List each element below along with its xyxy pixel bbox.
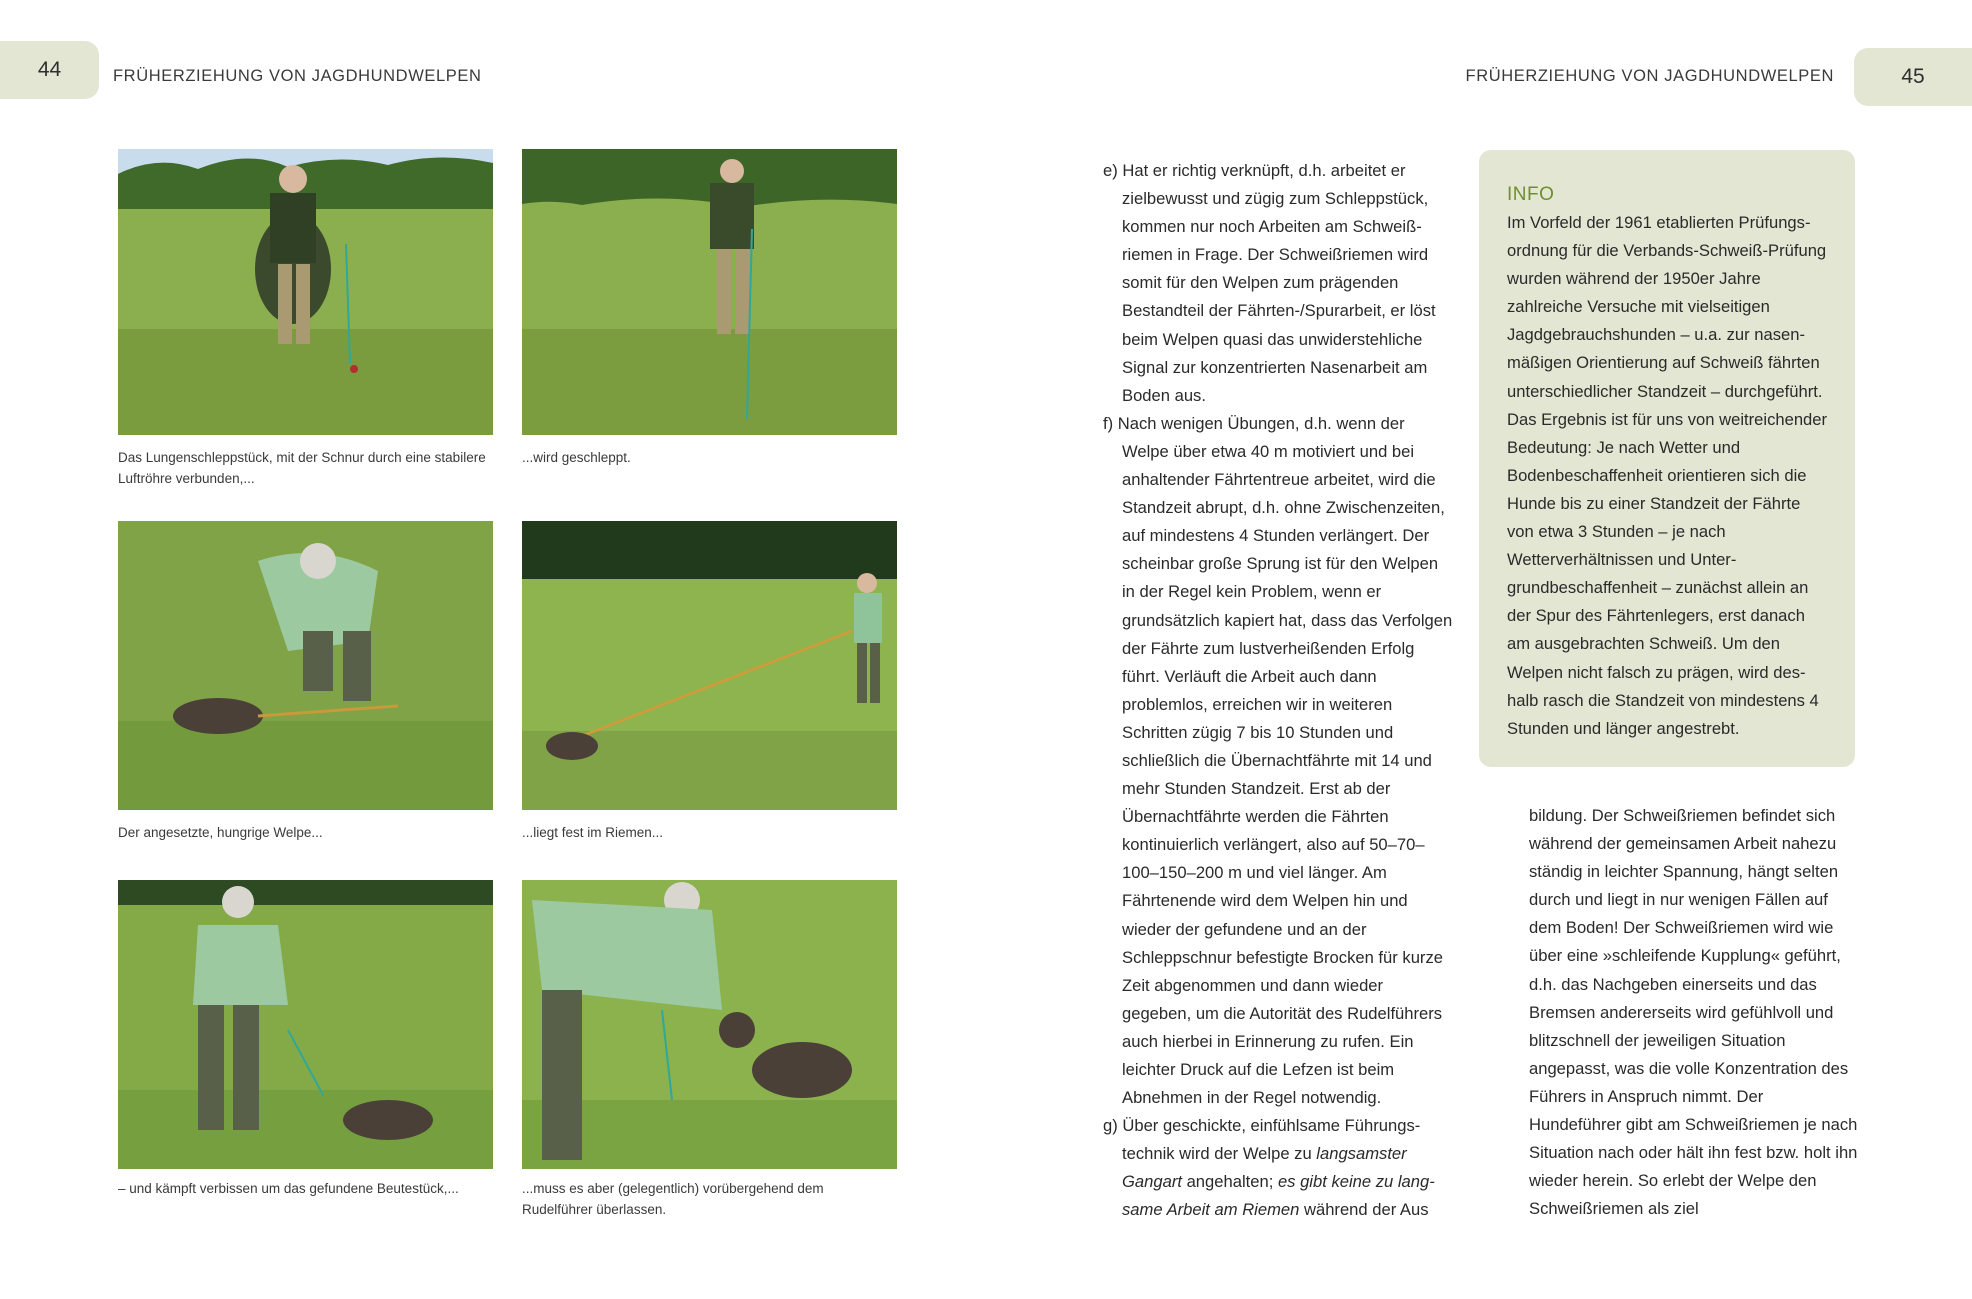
photo-5-caption: – und kämpft verbissen um das gefundene Beutestück,... (118, 1181, 459, 1196)
paragraph-e: e) Hat er richtig verknüpft, d.h. arbeitet er zielbewusst und zügig zum Schleppstück, kommen nur noch Arbeiten am Schweißriemen in Frage. Der Schweißriemen wird somit für den Welpen zum prägenden Bestandteil der Fährten-/Spurarbeit, er löst beim Welpen quasi das unwiderstehliche Signal zur konzentrierten Nasenarbeit am Boden aus. (1103, 161, 1436, 405)
photo-1 (118, 149, 493, 435)
photo-6-caption: ...muss es aber (gelegentlich) vorübergehend dem Rudelführer überlassen. (522, 1181, 824, 1217)
info-box-title: INFO (1507, 184, 1555, 205)
page-number-left: 44 (0, 41, 99, 99)
photo-6-image (522, 880, 897, 1169)
photo-2-caption: ...wird geschleppt. (522, 450, 631, 465)
photo-1-image (118, 149, 493, 435)
body-column-main (1103, 157, 1453, 1225)
photo-3-image (118, 521, 493, 810)
photo-4-caption: ...liegt fest im Riemen... (522, 825, 664, 840)
photo-2 (522, 149, 897, 435)
page-number-right: 45 (1854, 48, 1972, 106)
body-column-continued: bildung. Der Schweißriemen befindet sich während der gemeinsamen Arbeit nahezu ständig in leichter Spannung, hängt selten durch und liegt in nur wenigen Fällen auf dem Boden! Der Schweißriemen wird wie über eine »schleifende Kupplung« geführt, d.h. das Nachgeben einerseits und das Bremsen andererseits wird gefühlvoll und blitzschnell der jeweiligen Situation angepasst, was die volle Konzentration des Führers in Anspruch nimmt. Der Hundeführer gibt am Schweißriemen je nach Situation nach oder hält ihn fest bzw. holt ihn wieder herein. So erlebt der Welpe den Schweißriemen als ziel (1529, 806, 1858, 1219)
info-box-text: Im Vorfeld der 1961 etablierten Prüfungsordnung für die Verbands-Schweiß-Prüfung wurden während der 1950er Jahre zahlreiche Versuche mit vielseitigen Jagdgebrauchshunden – u.a. zur nasenmäßigen Orientierung auf Schweiß fährten unterschiedlicher Standzeit – durchgeführt. Das Ergebnis ist für uns von weitreichender Bedeutung: Je nach Wetter und Bodenbeschaffenheit orientieren sich die Hunde bis zu einer Standzeit der Fährte von etwa 3 Stunden – je nach Wetterverhältnissen und Untergrundbeschaffenheit – zunächst allein an der Spur des Fährtenlegers, erst danach am ausgebrachten Schweiß. Um den Welpen nicht falsch zu prägen, wird deshalb rasch die Standzeit von mindestens 4 Stunden und länger angestrebt. (1507, 213, 1828, 738)
running-head-left: FRÜHERZIEHUNG VON JAGDHUNDWELPEN (113, 67, 482, 85)
photo-2-image (522, 149, 897, 435)
photo-1-caption: Das Lungenschleppstück, mit der Schnur durch eine stabilere Luftröhre verbunden,... (118, 450, 486, 486)
info-box (1479, 150, 1855, 767)
paragraph-f: f) Nach wenigen Übungen, d.h. wenn der Welpe über etwa 40 m motiviert und bei anhaltender Fährtentreue arbeitet, wird die Standzeit abrupt, d.h. ohne Zwischenzeiten, auf mindestens 4 Stunden verlängert. Der scheinbar große Sprung ist für den Welpen in der Regel kein Problem, wenn er grundsätzlich kapiert hat, dass das Verfolgen der Fährte zum lustverheißenden Erfolg führt. Verläuft die Arbeit auch dann problemlos, erreichen wir in weiteren Schritten zügig 7 bis 10 Stunden und schließlich die Übernachtfährte mit 14 und mehr Stunden Standzeit. Erst ab der Übernachtfährte werden die Fährten kontinuierlich verlängert, also auf 50–70–100–150–200 m und viel länger. Am Fährtenende wird dem Welpen hin und wieder der gefundene und an der Schleppschnur befestigte Brocken für kurze Zeit abgenommen und dann wieder gegeben, um die Autorität des Rudelführers auch hierbei in Erinnerung zu rufen. Ein leichter Druck auf die Lefzen ist beim Abnehmen in der Regel notwendig. (1103, 413, 1453, 1108)
photo-4-image (522, 521, 897, 810)
photo-5 (118, 880, 493, 1169)
running-head-right: FRÜHERZIEHUNG VON JAGDHUNDWELPEN (1465, 67, 1834, 85)
photo-3-caption: Der angesetzte, hungrige Welpe... (118, 825, 323, 840)
photo-6 (522, 880, 897, 1169)
photo-5-image (118, 880, 493, 1169)
paragraph-g: g) Über geschickte, einfühlsame Führungstechnik wird der Welpe zu langsamster Gangart angehalten; es gibt keine zu langsame Arbeit am Riemen während der Aus (1103, 1116, 1435, 1220)
photo-3 (118, 521, 493, 810)
photo-4 (522, 521, 897, 810)
